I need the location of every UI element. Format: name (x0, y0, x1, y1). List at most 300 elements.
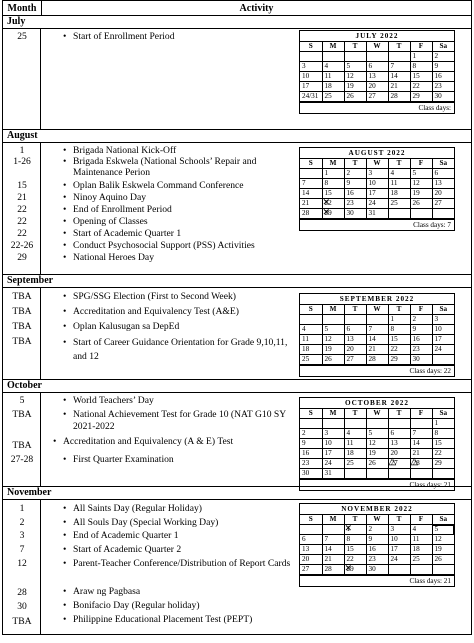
calendar-day (344, 52, 366, 62)
calendar-day: 16 (432, 72, 454, 82)
month-heading-july: July (3, 16, 471, 29)
calendar-day: 15 (410, 72, 432, 82)
dates-column (3, 288, 41, 379)
activity-item: • SPG/SSG Election (First to Second Week) (73, 291, 293, 302)
calendar-day: 8 (410, 62, 432, 72)
calendar-day (410, 469, 432, 479)
activity-item: • Start of Academic Quarter 2 (73, 544, 293, 555)
calendar-day: 22 (344, 555, 366, 565)
crossed-day-mark: 22 ✕ (325, 199, 332, 208)
calendar-day: 22 (432, 449, 454, 459)
calendar-day: 28 (388, 92, 410, 102)
calendar-day: 15 (322, 189, 344, 199)
calendar-day: 7 (388, 62, 410, 72)
activity-item: • First Quarter Examination (73, 454, 293, 465)
calendar-day: 1 (432, 419, 454, 429)
weekday-header: T (388, 515, 410, 525)
calendar-day: 10 (322, 439, 344, 449)
weekday-header: S (300, 159, 322, 169)
calendar-day: 26 (322, 355, 344, 365)
dates-column (3, 393, 41, 486)
activity-item: • National Heroes Day (73, 252, 293, 263)
calendar-day (366, 469, 388, 479)
calendar-day: 9 (410, 325, 432, 335)
calendar-day: 14 (410, 439, 432, 449)
calendar-day (300, 52, 322, 62)
calendar-day: 29 (432, 459, 454, 469)
calendar-day (410, 419, 432, 429)
calendar-day: 13 (388, 439, 410, 449)
calendar-day: 1 (322, 169, 344, 179)
calendar-day: 27 (432, 199, 454, 209)
calendar-day (410, 459, 432, 469)
calendar-day (322, 419, 344, 429)
calendar-day: 13 (432, 179, 454, 189)
calendar-day: 9 (344, 179, 366, 189)
weekday-header: T (344, 409, 366, 419)
date-cell: TBA (12, 409, 32, 420)
activities-column (41, 143, 295, 274)
weekday-header: M (322, 305, 344, 315)
calendar-day (432, 209, 454, 219)
calendar-day (410, 565, 432, 575)
activity-item: • Bonifacio Day (Regular holiday) (73, 600, 293, 611)
activity-item: • Accreditation and Equivalency Test (A&E) (73, 306, 293, 317)
calendar-day: 7 (410, 429, 432, 439)
calendar-day: 23 (300, 459, 322, 469)
calendar-day: 5 (344, 62, 366, 72)
calendar-day: 23 (366, 555, 388, 565)
weekday-header: T (344, 42, 366, 52)
calendar-day (366, 419, 388, 429)
date-cell: 22 (17, 204, 27, 215)
calendar-day (388, 469, 410, 479)
calendar-day: 19 (344, 82, 366, 92)
calendar-day: 6 (300, 535, 322, 545)
calendar-day: 4 (344, 429, 366, 439)
calendar-october (299, 397, 455, 491)
dates-column (3, 500, 41, 634)
calendar-day: 6 (366, 62, 388, 72)
calendar-day: 10 (388, 535, 410, 545)
month-row-september (3, 288, 471, 380)
calendar-day (322, 209, 344, 219)
calendar-day: 10 (366, 179, 388, 189)
activities-column (41, 393, 295, 486)
date-cell: TBA (12, 321, 32, 332)
date-cell: 21 (17, 192, 27, 203)
activity-item: • Parent-Teacher Conference/Distribution of Report Cards (73, 558, 293, 569)
calendar-day (300, 419, 322, 429)
calendar-day: 18 (410, 545, 432, 555)
calendar-day: 19 (410, 189, 432, 199)
calendar-day (344, 315, 366, 325)
date-cell: 5 (19, 395, 25, 406)
calendar-day: 30 (432, 92, 454, 102)
calendar-day (432, 355, 454, 365)
date-cell: 28 (17, 587, 27, 598)
calendar-day: 1 (388, 315, 410, 325)
date-cell: 2 (19, 517, 25, 528)
date-cell: TBA (12, 306, 32, 317)
calendar-day: 3 (322, 429, 344, 439)
calendar-day: 19 (322, 345, 344, 355)
weekday-header: T (344, 515, 366, 525)
weekday-header: T (344, 159, 366, 169)
weekday-header: T (344, 305, 366, 315)
weekday-header: T (388, 42, 410, 52)
weekday-header: W (366, 42, 388, 52)
calendar-day: 30 (410, 355, 432, 365)
date-cell: 15 (17, 180, 27, 191)
calendar-day: 22 (410, 82, 432, 92)
weekday-header: F (410, 305, 432, 315)
weekday-header: Sa (432, 515, 454, 525)
calendar-day: 5 (410, 169, 432, 179)
crossed-day-mark: 29 ✕ (347, 565, 354, 574)
calendar-day (300, 169, 322, 179)
calendar-day: 17 (366, 189, 388, 199)
calendar-day: 20 (432, 189, 454, 199)
activity-item: • End of Enrollment Period (73, 204, 293, 215)
calendar-day (322, 525, 344, 535)
weekday-header: W (366, 305, 388, 315)
calendar-day: 25 (410, 555, 432, 565)
month-row-october (3, 393, 471, 487)
calendar-day: 20 (366, 82, 388, 92)
calendar-day (410, 209, 432, 219)
calendar-day: 6 (432, 169, 454, 179)
calendar-day: 23 (432, 82, 454, 92)
weekday-header: S (300, 305, 322, 315)
date-cell: TBA (12, 440, 32, 451)
crossed-day-mark: 29 ✕ (325, 209, 332, 218)
calendar-day: 25 (344, 459, 366, 469)
calendar-day: 4 (300, 325, 322, 335)
activity-item: • Araw ng Pagbasa (73, 586, 293, 597)
calendar-day: 13 (300, 545, 322, 555)
calendar-day (344, 419, 366, 429)
calendar-day: 3 (366, 169, 388, 179)
weekday-header: W (366, 515, 388, 525)
month-row-july (3, 29, 471, 130)
calendar-day: 20 (344, 345, 366, 355)
calendar-title: AUGUST 2022 (300, 148, 454, 159)
calendar-day: 23 (410, 345, 432, 355)
activity-item: • Accreditation and Equivalency (A & E) Test (63, 436, 293, 447)
activity-item: • Ninoy Aquino Day (73, 192, 293, 203)
calendar-day: 2 (410, 315, 432, 325)
calendar-day: 3 (300, 62, 322, 72)
calendar-day: 24 (388, 555, 410, 565)
calendar-day (322, 315, 344, 325)
calendar-day: 30 (300, 469, 322, 479)
activity-item: • National Achievement Test for Grade 10 (NAT G10 SY 2021-2022 (73, 409, 293, 433)
calendar-day: 28 (300, 209, 322, 219)
date-cell: 1 (19, 145, 25, 156)
class-days-count: Class days: 21 (300, 575, 454, 586)
calendar-day: 27 (366, 92, 388, 102)
calendar-day: 17 (432, 335, 454, 345)
calendar-day: 2 (366, 525, 388, 535)
calendar-title: OCTOBER 2022 (300, 398, 454, 409)
school-calendar-table (2, 0, 472, 635)
calendar-day: 19 (432, 545, 454, 555)
calendar-day: 11 (300, 335, 322, 345)
calendar-day: 29 (410, 92, 432, 102)
calendar-day: 14 (300, 189, 322, 199)
calendar-day (432, 565, 454, 575)
weekday-header: T (388, 159, 410, 169)
weekday-header: S (300, 409, 322, 419)
month-row-august (3, 143, 471, 275)
weekday-header: M (322, 159, 344, 169)
calendar-day: 22 (388, 345, 410, 355)
calendar-day: 8 (432, 429, 454, 439)
calendar-day: 27 (344, 355, 366, 365)
calendar-day: 9 (300, 439, 322, 449)
calendar-day: 25 (388, 199, 410, 209)
calendar-day: 26 (344, 92, 366, 102)
calendar-day: 4 (322, 62, 344, 72)
weekday-header: Sa (432, 159, 454, 169)
calendar-day: 26 (432, 555, 454, 565)
month-heading-september: September (3, 275, 471, 288)
calendar-day: 14 (388, 72, 410, 82)
calendar-day: 17 (322, 449, 344, 459)
calendar-day: 24 (432, 345, 454, 355)
weekday-header: W (366, 159, 388, 169)
calendar-day: 15 (344, 545, 366, 555)
calendar-day (300, 315, 322, 325)
calendar-day: 25 (300, 355, 322, 365)
calendar-day: 12 (322, 335, 344, 345)
activity-item: • Brigada Eskwela (National Schools’ Repair and Maintenance Perion (73, 156, 293, 178)
calendar-day: 13 (366, 72, 388, 82)
calendar-day: 20 (300, 555, 322, 565)
calendar-day: 1 (410, 52, 432, 62)
activity-item: • Start of Career Guidance Orientation for Grade 9,10,11, and 12 (73, 336, 293, 364)
month-heading-october: October (3, 380, 471, 393)
date-cell: 12 (17, 558, 27, 569)
calendar-august (299, 147, 455, 231)
calendar-day: 8 (388, 325, 410, 335)
date-cell: 25 (17, 31, 27, 42)
calendar-day: 3 (388, 525, 410, 535)
month-heading-august: August (3, 130, 471, 143)
calendar-day: 11 (344, 439, 366, 449)
calendar-day (388, 209, 410, 219)
calendar-day: 7 (366, 325, 388, 335)
activity-item: • End of Academic Quarter 1 (73, 530, 293, 541)
weekday-header: M (322, 42, 344, 52)
calendar-title: JULY 2022 (300, 31, 454, 42)
calendar-day (366, 315, 388, 325)
calendar-day (388, 419, 410, 429)
calendar-day: 31 (366, 209, 388, 219)
weekday-header: Sa (432, 305, 454, 315)
calendar-day: 24 (322, 459, 344, 469)
calendar-day: 30 (366, 565, 388, 575)
activity-item: • Philippine Educational Placement Test (PEPT) (73, 614, 293, 625)
calendar-day: 2 (300, 429, 322, 439)
calendar-day: 18 (322, 82, 344, 92)
calendar-day: 9 (432, 62, 454, 72)
weekday-header: M (322, 409, 344, 419)
calendar-day (432, 469, 454, 479)
activity-item: • Opening of Classes (73, 216, 293, 227)
activity-item: • Oplan Kalusugan sa DepEd (73, 321, 293, 332)
calendar-day: 21 (388, 82, 410, 92)
calendar-day: 3 (432, 315, 454, 325)
calendar-day (344, 469, 366, 479)
date-cell: TBA (12, 291, 32, 302)
calendar-day: 29 (388, 355, 410, 365)
weekday-header: T (388, 305, 410, 315)
activity-item: • All Saints Day (Regular Holiday) (73, 503, 293, 514)
calendar-day: 9 (366, 535, 388, 545)
weekday-header: F (410, 42, 432, 52)
activity-item: • Start of Academic Quarter 1 (73, 228, 293, 239)
calendar-day: 21 (322, 555, 344, 565)
class-days-count: Class days: 21 (300, 479, 454, 490)
calendar-day: 26 (366, 459, 388, 469)
activity-column-header: Activity (239, 2, 274, 14)
calendar-day: 23 (344, 199, 366, 209)
calendar-day: 12 (344, 72, 366, 82)
calendar-day: 12 (432, 535, 454, 545)
calendar-day (388, 52, 410, 62)
calendar-day: 28 (366, 355, 388, 365)
calendar-day: 16 (410, 335, 432, 345)
date-cell: 1-26 (13, 156, 31, 167)
calendar-day: 10 (432, 325, 454, 335)
activity-item: • Oplan Balik Eskwela Command Conference (73, 180, 293, 191)
calendar-day: 16 (300, 449, 322, 459)
calendar-day: 18 (388, 189, 410, 199)
weekday-header: F (410, 409, 432, 419)
weekday-header: W (366, 409, 388, 419)
month-column-header: Month (3, 1, 42, 15)
activity-item: • All Souls Day (Special Working Day) (73, 517, 293, 528)
calendar-title: SEPTEMBER 2022 (300, 294, 454, 305)
calendar-day (322, 52, 344, 62)
date-cell: 7 (19, 544, 25, 555)
activities-column (41, 500, 295, 634)
activity-item: • World Teachers’ Day (73, 395, 293, 406)
calendar-day: 7 (322, 535, 344, 545)
calendar-day: 16 (366, 545, 388, 555)
calendar-day: 18 (344, 449, 366, 459)
calendar-day: 25 (322, 92, 344, 102)
weekday-header: Sa (432, 42, 454, 52)
calendar-day: 6 (344, 325, 366, 335)
weekday-header: M (322, 515, 344, 525)
calendar-day: 15 (432, 439, 454, 449)
weekday-header: F (410, 515, 432, 525)
calendar-day: 16 (344, 189, 366, 199)
calendar-day: 17 (300, 82, 322, 92)
calendar-day: 5 (322, 325, 344, 335)
class-days-count: Class days: 22 (300, 365, 454, 376)
calendar-day (344, 525, 366, 535)
calendar-day: 26 (410, 199, 432, 209)
weekday-header: S (300, 515, 322, 525)
activities-column (41, 29, 295, 129)
calendar-day: 2 (432, 52, 454, 62)
weekday-header: S (300, 42, 322, 52)
calendar-day: 24/31 (300, 92, 322, 102)
calendar-november (299, 503, 455, 587)
date-cell: 3 (19, 530, 25, 541)
calendar-day (388, 459, 410, 469)
date-cell: 27-28 (10, 454, 34, 465)
month-heading-november: November (3, 487, 471, 500)
activity-item: • Conduct Psychosocial Support (PSS) Activities (73, 240, 293, 251)
calendar-day (366, 52, 388, 62)
class-days-count: Class days: 7 (300, 219, 454, 230)
exam-triangle-mark: 28 △ (413, 459, 420, 468)
calendar-day: 27 (300, 565, 322, 575)
calendar-day: 21 (366, 345, 388, 355)
calendar-day (344, 565, 366, 575)
calendar-day: 17 (388, 545, 410, 555)
calendar-day: 4 (388, 169, 410, 179)
calendar-july (299, 30, 455, 114)
calendar-day: 31 (322, 469, 344, 479)
exam-triangle-mark: 27 △ (391, 459, 398, 468)
activities-column (41, 288, 295, 379)
activity-item: • Brigada National Kick-Off (73, 145, 293, 156)
month-row-november (3, 500, 471, 634)
calendar-day: 18 (300, 345, 322, 355)
date-cell: 1 (19, 503, 25, 514)
calendar-day: 28 (322, 565, 344, 575)
dates-column (3, 29, 41, 129)
calendar-day: 2 (344, 169, 366, 179)
calendar-day: 11 (388, 179, 410, 189)
calendar-day (388, 565, 410, 575)
date-cell: TBA (12, 616, 32, 627)
calendar-day (300, 525, 322, 535)
calendar-day: 14 (322, 545, 344, 555)
weekday-header: T (388, 409, 410, 419)
calendar-day: 30 (344, 209, 366, 219)
calendar-day: 14 (366, 335, 388, 345)
date-cell: 30 (17, 601, 27, 612)
calendar-day: 11 (410, 535, 432, 545)
date-cell: 22-26 (10, 240, 34, 251)
calendar-day: 21 (410, 449, 432, 459)
calendar-day: 6 (388, 429, 410, 439)
calendar-day: 8 (344, 535, 366, 545)
calendar-day: 20 (388, 449, 410, 459)
calendar-day: 24 (366, 199, 388, 209)
calendar-day: 5 (432, 525, 454, 535)
table-header (3, 1, 471, 16)
class-days-count: Class days: (300, 102, 454, 113)
calendar-day: 15 (388, 335, 410, 345)
date-cell: 29 (17, 252, 27, 263)
calendar-day: 7 (300, 179, 322, 189)
calendar-day: 5 (366, 429, 388, 439)
date-cell: 22 (17, 216, 27, 227)
calendar-day: 11 (322, 72, 344, 82)
calendar-day: 12 (366, 439, 388, 449)
calendar-day: 4 (410, 525, 432, 535)
dates-column (3, 143, 41, 274)
calendar-title: NOVEMBER 2022 (300, 504, 454, 515)
